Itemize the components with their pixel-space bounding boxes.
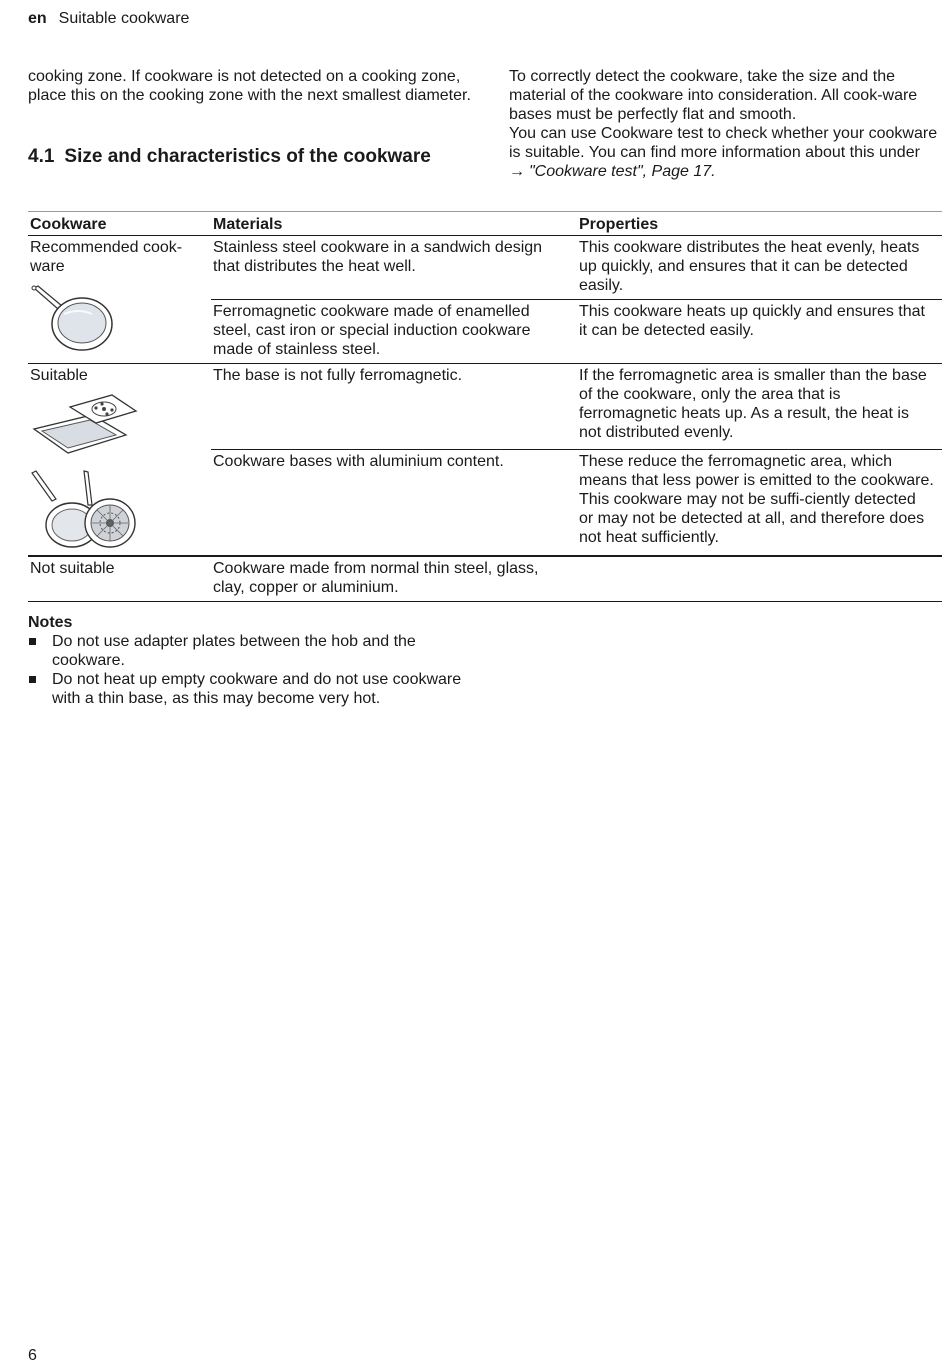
list-item: Do not use adapter plates between the hob and the cookware.	[28, 632, 478, 670]
material-cell: Stainless steel cookware in a sandwich design that distributes the heat well.	[211, 236, 577, 300]
intro-right-paragraph-1: To correctly detect the cookware, take the size and the material of the cookware into consideration. All cook-ware bases must be perfectly flat and smooth.	[509, 68, 918, 123]
list-item: Do not heat up empty cookware and do not use cookware with a thin base, as this may become very hot.	[28, 670, 478, 708]
cross-reference[interactable]	[509, 162, 941, 181]
frying-pan-icon	[30, 284, 120, 354]
intro-right-paragraph-2: You can use Cookware test to check whether your cookware is suitable. You can find more information about this under	[509, 125, 938, 161]
category-cell-not-suitable: Not suitable	[28, 556, 211, 602]
header-cookware: Cookware	[28, 212, 211, 236]
category-label: Suitable	[30, 367, 88, 384]
header-materials: Materials	[211, 212, 577, 236]
header-section-title: Suitable cookware	[58, 10, 190, 27]
category-cell-recommended	[28, 236, 211, 364]
material-cell: The base is not fully ferromagnetic.	[211, 364, 577, 450]
material-cell: Ferromagnetic cookware made of enamelled steel, cast iron or special induction cookware made of stainless steel.	[211, 300, 577, 364]
table-row	[28, 236, 942, 300]
section-number: 4.1	[28, 146, 55, 167]
griddle-plate-icon	[30, 393, 140, 461]
property-cell: If the ferromagnetic area is smaller than the base of the cookware, only the area that is ferromagnetic heats up. As a result, the heat is not distributed evenly.	[577, 364, 942, 450]
table-row	[28, 556, 942, 602]
section-title: Size and characteristics of the cookware	[64, 146, 431, 167]
material-cell: Cookware made from normal thin steel, glass, clay, copper or aluminium.	[211, 556, 577, 602]
two-pans-icon	[30, 469, 140, 551]
notes-list	[28, 632, 478, 708]
section-heading	[28, 145, 431, 169]
notes-title: Notes	[28, 614, 73, 631]
language-code: en	[28, 10, 47, 27]
page-header	[28, 9, 189, 28]
intro-left-paragraph: cooking zone. If cookware is not detected on a cooking zone, place this on the cooking zone with the next smallest diameter.	[28, 68, 471, 104]
page-number: 6	[28, 1347, 37, 1364]
header-properties: Properties	[577, 212, 942, 236]
property-cell: This cookware heats up quickly and ensures that it can be detected easily.	[577, 300, 942, 364]
table-row	[28, 364, 942, 450]
property-cell: This cookware distributes the heat evenly, heats up quickly, and ensures that it can be detected easily.	[577, 236, 942, 300]
intro-right-column	[509, 67, 941, 181]
arrow-icon: →	[509, 163, 525, 180]
notes-block	[28, 613, 478, 708]
cross-reference-link[interactable]: "Cookware test", Page 17.	[529, 163, 716, 180]
table-header-row	[28, 212, 942, 236]
cookware-table	[28, 211, 942, 602]
material-cell: Cookware bases with aluminium content.	[211, 450, 577, 556]
category-label: Recommended cook-ware	[30, 239, 183, 275]
category-cell-suitable	[28, 364, 211, 557]
property-cell	[577, 556, 942, 602]
property-cell: These reduce the ferromagnetic area, which means that less power is emitted to the cookware. This cookware may not be suffi-ciently detected or may not be detected at all, and therefore does not heat sufficiently.	[577, 450, 942, 556]
